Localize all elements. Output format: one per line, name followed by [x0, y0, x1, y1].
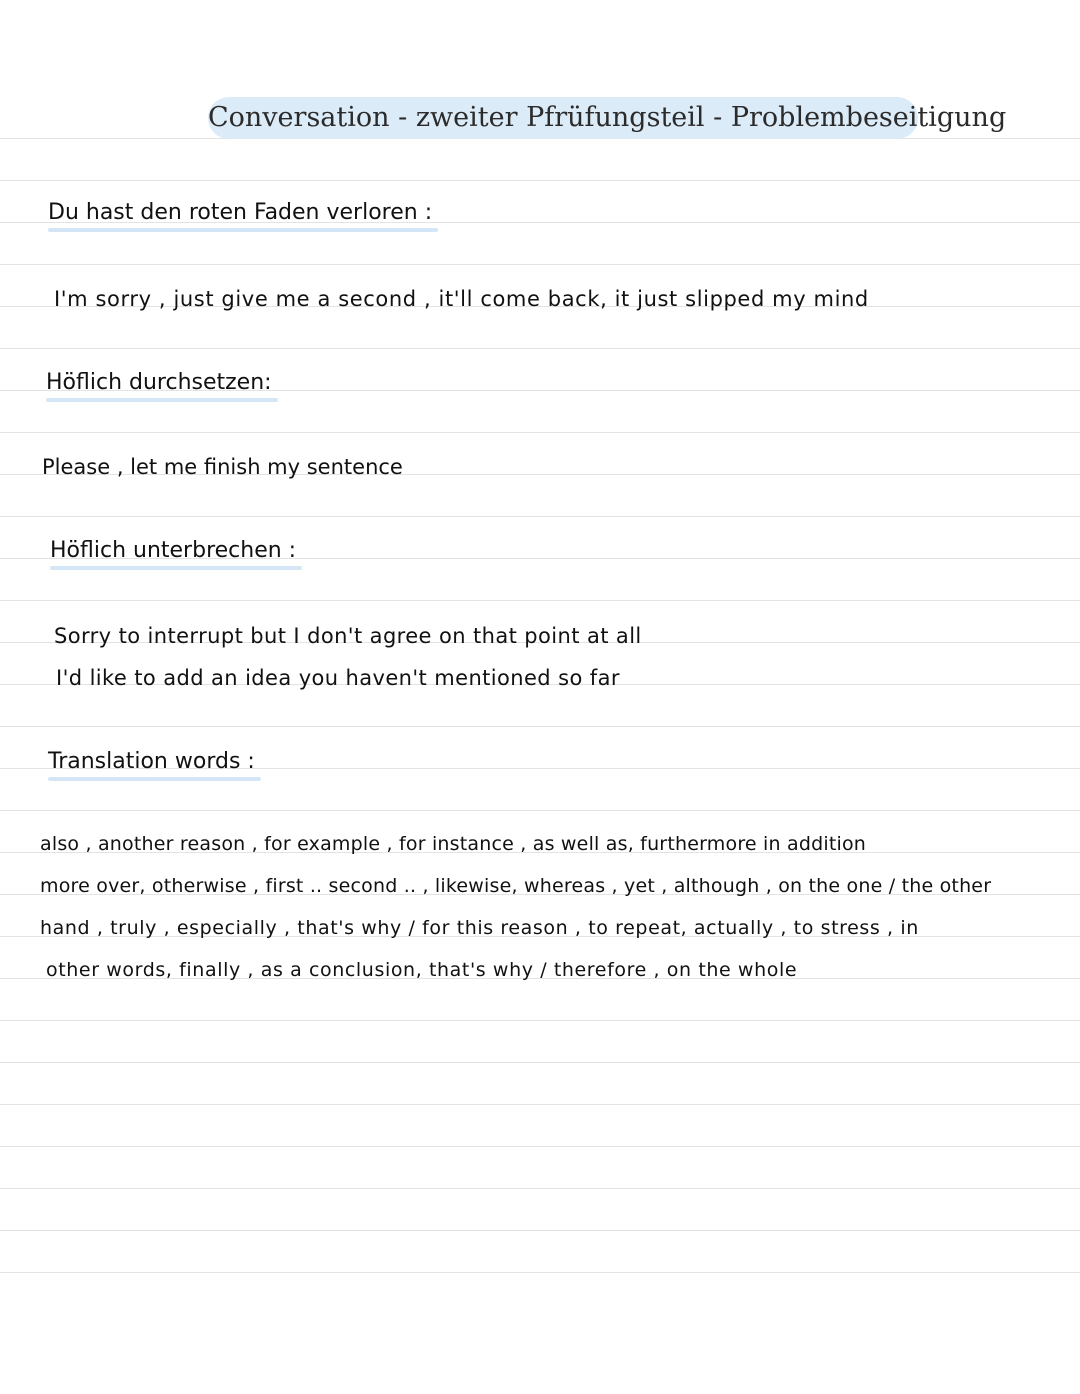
section-heading-lost-thread: Du hast den roten Faden verloren : — [48, 198, 438, 228]
section-line: I'd like to add an idea you haven't mentioned so far — [56, 666, 620, 690]
page-title: Conversation - zweiter Pfrüfungsteil - Problembeseitigung — [208, 102, 1007, 133]
section-line: also , another reason , for example , for instance , as well as, furthermore in addition — [40, 833, 867, 855]
section-line: Sorry to interrupt but I don't agree on that point at all — [54, 624, 642, 648]
section-heading-assert-politely: Höflich durchsetzen: — [46, 368, 278, 398]
section-line: I'm sorry , just give me a second , it'll come back, it just slipped my mind — [54, 287, 869, 311]
section-heading-interrupt-politely: Höflich unterbrechen : — [50, 536, 302, 566]
section-heading-translation-words: Translation words : — [48, 747, 261, 777]
section-line: more over, otherwise , first .. second .. , likewise, whereas , yet , although , on the one / the other — [40, 875, 992, 897]
section-line: other words, finally , as a conclusion, that's why / therefore , on the whole — [46, 959, 798, 981]
section-line: Please , let me finish my sentence — [42, 455, 403, 479]
section-line: hand , truly , especially , that's why / for this reason , to repeat, actually , to stress , in — [40, 917, 919, 939]
